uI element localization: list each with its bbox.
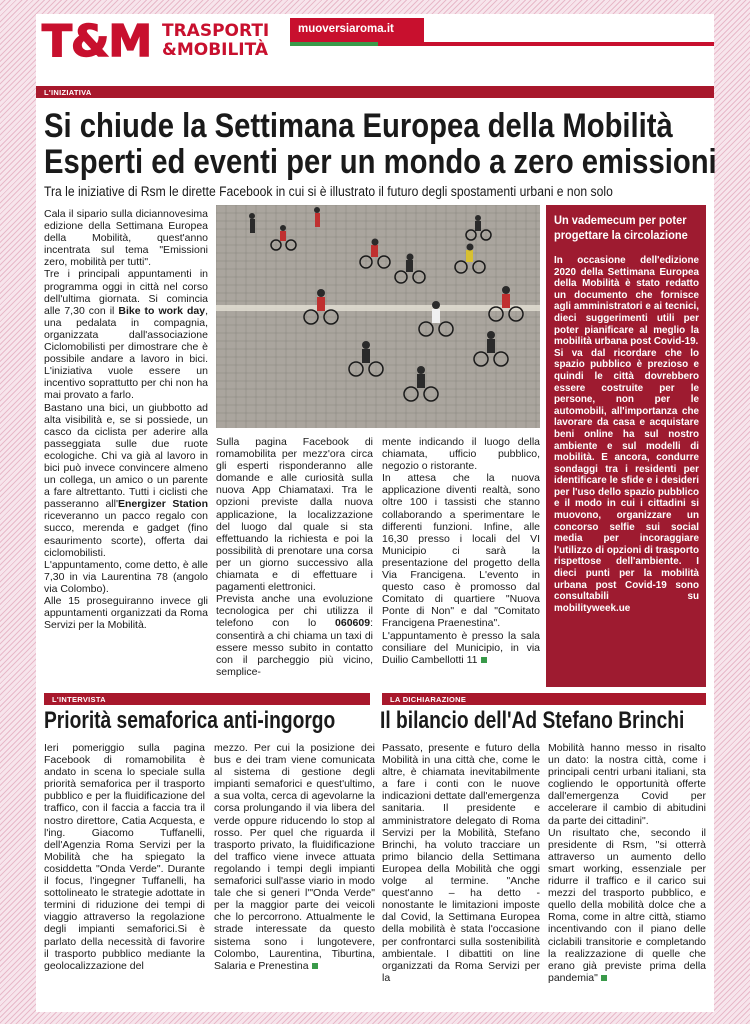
newspaper-page — [36, 14, 717, 1012]
sidebar-title: Un vademecum per poter progettare la circolazione — [554, 213, 688, 242]
masthead-logo-line2: &MOBILITÀ — [162, 40, 269, 60]
end-of-article-mark — [481, 657, 487, 663]
bold-phone: 060609 — [335, 617, 371, 630]
paragraph: Prevista anche una evoluzione tecnologica per chi utilizza il telefono con lo 060609: consentirà a chi chiama un taxi di essere messo subito in contatto con il parcheggio più vicino, semplice- — [216, 593, 373, 678]
end-of-article-mark — [601, 975, 607, 981]
paragraph: Bastano una bici, un giubbotto ad alta visibilità e, se si possiede, un casco da ciclista per aderire alla passeggiata sulle due ruote ecologiche. Chi va già al lavoro in bici può invece convincere almeno un collega, un amico o un parente a fare altrettanto. Tutti i ciclisti che passeranno all'Energizer Station riceveranno un pacco regalo con succo, merenda e gadget (fino esaurimento scorte), offerta dai ciclomobilisti. — [44, 401, 208, 559]
statement-column-2 — [548, 742, 706, 1004]
sidebar-paragraph: Si va dal ricordare che lo spazio pubblico è prezioso e quindi le città dovrebbero essere costruite per le persone, non per le automobili, all'importanza che lavorare da casa e acquistare beni online ha sul nostro ambiente e sul modelli di mobilità. E ancora, condurre sondaggi tra i residenti per identificare le sfide e i desideri per l'uso dello spazio pubblico e il modo in cui i cittadini si muovono, organizzare un concorso selfie sui social media per incoraggiare l'utilizzo di opzioni di trasporto rispettose dell'ambiente. I dieci punti per la mobilità urbana post Covid-19 sono consultabili su mobilityweek.ue — [554, 347, 699, 614]
cyclists-illustration — [216, 205, 540, 428]
top-story-headline — [44, 108, 717, 180]
top-story-column-1 — [44, 208, 208, 686]
top-story-column-2 — [216, 436, 373, 686]
top-story-column-3 — [382, 436, 540, 686]
interview-column-1: Ieri pomeriggio sulla pagina Facebook di romamobilita è andato in scena lo speciale sulla priorità semaforica per il trasporto pubblico e per la fluidificazione del traffico, con il faccia a faccia tra il nostro direttore, Catia Acquesta, e l'ing. Giacomo Tuffanelli, dell'Agenzia Roma Servizi per la Mobilità che ha spiegato la cosiddetta "Onda Verde". Durante il focus, l'ingegner Tuffanelli, ha sottolineato le strategie adottate in termini di riduzione dei tempi di viaggio attraverso la regolazione degli impianti semaforici.Si è parlato della necessità di favorire il trasporto pubblico mediante la geolocalizzazione del — [44, 742, 205, 972]
headline-line2: Esperti ed eventi per un mondo a zero emissioni — [44, 143, 717, 181]
masthead-logo-mark: T&M — [42, 16, 152, 67]
paragraph: Un risultato che, secondo il presidente di Rsm, "si otterrà attraverso un aumento dello smart working, essenziale per ridurre il traffico e il carico sui mezzi del trasporto pubblico, e quello della mobilità dolce che a Roma, come in altre città, stiamo incentivando con il piano delle ciclabili transitorie e completando la realizzazione di quelle che erano già previste prima della pandemia" — [548, 826, 706, 984]
cyclists-photo — [216, 205, 540, 428]
statement-headline: Il bilancio dell'Ad Stefano Brinchi — [380, 707, 685, 734]
section-label-intervista: L'INTERVISTA — [44, 693, 370, 705]
end-of-article-mark — [312, 963, 318, 969]
paragraph: Tre i principali appuntamenti in programma oggi in città nel corso dell'ultima giornata. Si comincia alle 7,30 con il Bike to work day, una pedalata in compagnia, organizzata dall'associazione Ciclomobilisti per dimostrare che è possibile andare a lavoro in bici. L'iniziativa vuole essere un incentivo soprattutto per chi non ha mai provato a farlo. — [44, 268, 208, 402]
headline-line1: Si chiude la Settimana Europea della Mobilità — [44, 107, 673, 145]
statement-column-1: Passato, presente e futuro della Mobilità in una città che, come le altre, è chiamata inevitabilmente a fare i conti con le nuove indicazioni dettate dall'emergenza sanitaria. Il presidente e amministratore delegato di Roma Servizi per la Mobilità, Stefano Brinchi, ha voluto tracciare un primo bilancio della Settimana Europea della Mobilità che oggi volge al termine. "Anche quest'anno – ha detto - nonostante le limitazioni imposte dal Covid, la Settimana Europea della mobilità è stata l'occasione per confrontarci sulla sostenibilità ambientale. I dibattiti on line organizzati da Roma Servizi per la — [382, 742, 540, 984]
paragraph: Alle 15 proseguiranno invece gli appuntamenti organizzati da Roma Servizi per la Mobilità. — [44, 595, 208, 632]
paragraph: Cala il sipario sulla diciannovesima edizione della Settimana Europea della Mobilità, quest'anno incentrata sul tema "Emissioni zero, mobilità per tutti". — [44, 208, 208, 269]
bold-station: Energizer Station — [117, 498, 208, 511]
vademecum-sidebar — [546, 205, 706, 687]
interview-headline: Priorità semaforica anti-ingorgo — [44, 707, 336, 734]
red-rule — [378, 42, 714, 46]
sidebar-paragraph: In occasione dell'edizione 2020 della Settimana Europea della Mobilità è stato redatto un documento che fornisce agli amministratori e ai tecnici, dieci suggerimenti utili per poter pianificare al meglio la mobilità urbana post Covid-19. — [554, 255, 699, 348]
masthead-url[interactable]: muoversiaroma.it — [290, 18, 424, 42]
masthead-logo-text — [162, 22, 269, 60]
masthead-logo-line1: TRASPORTI — [162, 21, 270, 41]
paragraph: In attesa che la nuova applicazione diventi realtà, sono oltre 100 i tassisti che stanno collaborando a sperimentare le differenti funzioni. Infine, alle 16,30 presso i locali del VI Municipio ci sarà la presentazione del progetto della Via Francigena. L'evento in questo caso è promosso dal Comitato di quartiere "Nuova Ponte di Non" e dal "Comitato Francigena Praenestina". — [382, 472, 540, 630]
sidebar-body — [554, 255, 699, 614]
paragraph: L'appuntamento è presso la sala consiliare del Municipio, in via Duilio Cambellotti 11 — [382, 629, 540, 666]
section-label-dichiarazione: LA DICHIARAZIONE — [382, 693, 706, 705]
top-story-standfirst: Tra le iniziative di Rsm le dirette Facebook in cui si è illustrato il futuro degli spostamenti urbani e non solo — [44, 184, 613, 199]
section-label-iniziativa: L'INIZIATIVA — [36, 86, 714, 98]
green-rule — [290, 42, 378, 46]
paragraph: mente indicando il luogo della chiamata, ufficio pubblico, negozio o ristorante. — [382, 436, 540, 473]
paragraph: L'appuntamento, come detto, è alle 7,30 in via Laurentina 78 (angolo via Colombo). — [44, 558, 208, 595]
paragraph: Sulla pagina Facebook di romamobilita per mezz'ora circa gli esperti risponderanno alle domande e alle curiosità sulla nuova App Chiamataxi. Tra le opzioni previste dalla nuova applicazione, la localizzazione del luogo dal quale si sta effettuando la richiesta e poi la possibilità di prenotare una corsa per un giorno successivo alla chiamata e di effettuare i pagamenti elettronici. — [216, 436, 373, 594]
paragraph: mezzo. Per cui la posizione dei bus e dei tram viene comunicata al sistema di gestione degli impianti semaforici e quest'ultimo, a sua volta, cerca di agevolarne la corsa prolungando il via libera del verde oppure riducendo lo stop al rosso. Per quel che riguarda il trasporto privato, la fluidificazione del traffico viene invece attuata regolando i tempi degli impianti semaforici sull'asse viario in modo tale che si generi l'"Onda Verde" per la maggior parte dei veicoli che lo percorrono. Attualmente le strade interessate da questo sistema sono i lungotevere, Colombo, Laurentina, Tiburtina, Salaria e Prenestina — [214, 742, 375, 972]
bold-event: Bike to work day — [118, 304, 206, 317]
paragraph: Mobilità hanno messo in risalto un dato: la nostra città, come i principali centri urbani italiani, sta cogliendo le opportunità offerte dall'emergenza Covid per accelerare il cambio di abitudini da parte dei cittadini". — [548, 742, 706, 827]
interview-column-2 — [214, 742, 375, 1004]
